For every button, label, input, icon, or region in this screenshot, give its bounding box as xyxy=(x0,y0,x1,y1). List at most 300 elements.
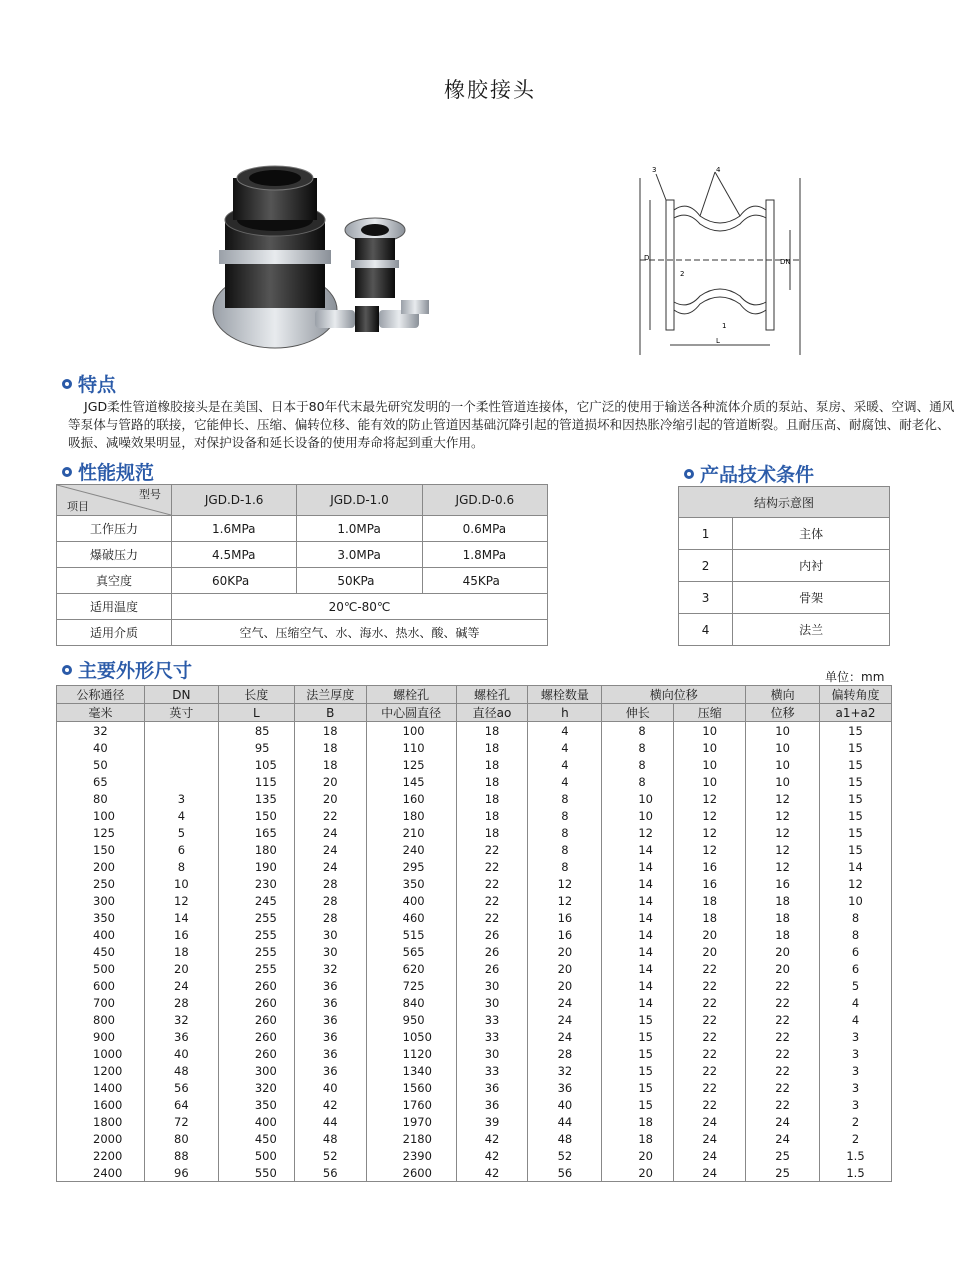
table-cell: 4 xyxy=(820,1011,892,1028)
table-cell: 8 xyxy=(820,909,892,926)
table-cell: 15 xyxy=(820,722,892,740)
table-cell: 80 xyxy=(57,790,145,807)
table-cell: 190 xyxy=(218,858,294,875)
table-cell: 22 xyxy=(456,892,528,909)
dimensions-heading-text: 主要外形尺寸 xyxy=(78,660,193,682)
table-cell: 52 xyxy=(294,1147,366,1164)
table-cell: 10 xyxy=(602,807,674,824)
table-cell: 主体 xyxy=(733,518,890,550)
performance-heading xyxy=(62,458,154,485)
table-cell: 1400 xyxy=(57,1079,145,1096)
table-cell: 25 xyxy=(746,1147,820,1164)
table-cell: 18 xyxy=(144,943,218,960)
table-cell: 24 xyxy=(746,1130,820,1147)
table-cell: 4 xyxy=(528,756,602,773)
table-row xyxy=(679,518,890,550)
table-cell: 40 xyxy=(294,1079,366,1096)
table-cell: 20 xyxy=(602,1164,674,1182)
header-cell: h xyxy=(528,704,602,722)
table-cell: 620 xyxy=(366,960,456,977)
table-cell: 22 xyxy=(674,1011,746,1028)
table-cell: 22 xyxy=(746,1079,820,1096)
section-bullet-icon xyxy=(62,467,72,477)
table-cell: 8 xyxy=(602,773,674,790)
table-cell: 450 xyxy=(218,1130,294,1147)
table-cell: 36 xyxy=(528,1079,602,1096)
table-row xyxy=(57,994,892,1011)
table-cell: 14 xyxy=(602,858,674,875)
features-heading xyxy=(62,370,116,397)
table-cell: 4 xyxy=(679,614,733,646)
table-cell: 36 xyxy=(294,1028,366,1045)
table-cell: 18 xyxy=(456,756,528,773)
table-cell: 1970 xyxy=(366,1113,456,1130)
diagram-label-4: 4 xyxy=(716,166,721,174)
table-cell: 100 xyxy=(57,807,145,824)
header-cell: 英寸 xyxy=(144,704,218,722)
table-cell: 22 xyxy=(456,858,528,875)
table-cell: 14 xyxy=(602,943,674,960)
table-cell: 96 xyxy=(144,1164,218,1182)
table-cell: 10 xyxy=(746,773,820,790)
table-cell: 1560 xyxy=(366,1079,456,1096)
table-cell: 56 xyxy=(144,1079,218,1096)
table-row xyxy=(57,858,892,875)
table-cell: 33 xyxy=(456,1062,528,1079)
table-cell: 36 xyxy=(294,977,366,994)
table-cell: 160 xyxy=(366,790,456,807)
row-label: 真空度 xyxy=(57,568,172,594)
table-cell: 12 xyxy=(820,875,892,892)
header-cell: 横向位移 xyxy=(602,686,746,704)
table-cell: 50KPa xyxy=(297,568,422,594)
table-cell: 3 xyxy=(820,1028,892,1045)
table-cell: 22 xyxy=(456,875,528,892)
table-cell: 1.5 xyxy=(820,1164,892,1182)
table-cell: 24 xyxy=(294,858,366,875)
table-cell: 12 xyxy=(746,807,820,824)
table-cell: 72 xyxy=(144,1113,218,1130)
table-cell: 15 xyxy=(602,1079,674,1096)
table-cell: 10 xyxy=(820,892,892,909)
row-label: 工作压力 xyxy=(57,516,172,542)
table-cell: 105 xyxy=(218,756,294,773)
table-cell: 2390 xyxy=(366,1147,456,1164)
table-row xyxy=(57,542,548,568)
table-cell: 8 xyxy=(528,841,602,858)
table-row xyxy=(679,614,890,646)
table-cell: 30 xyxy=(456,1045,528,1062)
table-cell: 80 xyxy=(144,1130,218,1147)
table-cell: 24 xyxy=(528,994,602,1011)
table-cell: 15 xyxy=(820,773,892,790)
header-cell: 偏转角度 xyxy=(820,686,892,704)
table-cell: 24 xyxy=(294,824,366,841)
table-cell: 450 xyxy=(57,943,145,960)
table-cell: 2180 xyxy=(366,1130,456,1147)
table-cell: 8 xyxy=(144,858,218,875)
table-cell: 42 xyxy=(456,1164,528,1182)
table-cell: 12 xyxy=(528,892,602,909)
table-cell: 22 xyxy=(674,1028,746,1045)
table-cell: 350 xyxy=(366,875,456,892)
table-cell: 12 xyxy=(746,858,820,875)
table-cell: 125 xyxy=(57,824,145,841)
table-row xyxy=(57,620,548,646)
table-cell xyxy=(144,773,218,790)
table-cell: 88 xyxy=(144,1147,218,1164)
diagram-label-D: D xyxy=(644,254,650,262)
table-cell: 22 xyxy=(674,977,746,994)
table-cell: 400 xyxy=(57,926,145,943)
row-label: 适用温度 xyxy=(57,594,172,620)
table-cell: 14 xyxy=(144,909,218,926)
table-cell: 16 xyxy=(674,875,746,892)
model-header: JGD.D-1.6 xyxy=(172,485,297,516)
table-cell: 2 xyxy=(679,550,733,582)
table-cell: 200 xyxy=(57,858,145,875)
section-bullet-icon xyxy=(684,469,694,479)
table-cell: 1.5 xyxy=(820,1147,892,1164)
table-row xyxy=(57,1113,892,1130)
table-cell: 14 xyxy=(820,858,892,875)
header-cell: 螺栓数量 xyxy=(528,686,602,704)
table-cell: 320 xyxy=(218,1079,294,1096)
table-cell: 12 xyxy=(674,807,746,824)
table-cell: 1800 xyxy=(57,1113,145,1130)
table-cell: 150 xyxy=(57,841,145,858)
table-row xyxy=(57,722,892,740)
table-row xyxy=(679,582,890,614)
table-cell: 1050 xyxy=(366,1028,456,1045)
table-cell: 骨架 xyxy=(733,582,890,614)
table-cell: 18 xyxy=(746,892,820,909)
table-cell: 42 xyxy=(456,1147,528,1164)
table-cell: 8 xyxy=(528,807,602,824)
table-cell: 255 xyxy=(218,960,294,977)
table-row xyxy=(57,1164,892,1182)
table-cell: 28 xyxy=(294,875,366,892)
table-cell: 10 xyxy=(602,790,674,807)
table-row xyxy=(57,807,892,824)
table-cell: 350 xyxy=(57,909,145,926)
header-cell: 螺栓孔 xyxy=(366,686,456,704)
table-cell xyxy=(144,739,218,756)
table-cell: 300 xyxy=(218,1062,294,1079)
table-cell: 40 xyxy=(528,1096,602,1113)
table-cell: 12 xyxy=(746,824,820,841)
table-cell: 5 xyxy=(820,977,892,994)
table-cell: 12 xyxy=(746,790,820,807)
table-cell: 18 xyxy=(456,807,528,824)
table-cell: 180 xyxy=(218,841,294,858)
table-cell: 30 xyxy=(294,926,366,943)
table-cell: 28 xyxy=(294,892,366,909)
table-row xyxy=(57,1096,892,1113)
table-cell: 22 xyxy=(746,1011,820,1028)
table-cell: 1600 xyxy=(57,1096,145,1113)
table-cell: 8 xyxy=(528,790,602,807)
table-row xyxy=(57,1011,892,1028)
table-cell: 24 xyxy=(144,977,218,994)
table-cell: 39 xyxy=(456,1113,528,1130)
table-cell: 28 xyxy=(294,909,366,926)
table-cell: 18 xyxy=(674,909,746,926)
table-cell: 16 xyxy=(528,926,602,943)
table-cell: 22 xyxy=(456,841,528,858)
page-title: 橡胶接头 xyxy=(444,78,536,102)
table-cell: 26 xyxy=(456,943,528,960)
table-cell: 12 xyxy=(674,841,746,858)
table-cell: 20 xyxy=(674,926,746,943)
table-cell: 3 xyxy=(820,1096,892,1113)
table-cell: 24 xyxy=(294,841,366,858)
table-row xyxy=(57,790,892,807)
table-cell: 10 xyxy=(674,756,746,773)
table-cell: 22 xyxy=(746,994,820,1011)
table-cell: 16 xyxy=(746,875,820,892)
table-row xyxy=(57,1028,892,1045)
table-cell: 255 xyxy=(218,943,294,960)
performance-heading-text: 性能规范 xyxy=(78,462,155,484)
table-row xyxy=(57,594,548,620)
table-cell: 14 xyxy=(602,909,674,926)
table-cell: 18 xyxy=(456,773,528,790)
header-cell: 中心圆直径 xyxy=(366,704,456,722)
table-cell: 24 xyxy=(674,1130,746,1147)
table-cell: 22 xyxy=(674,1096,746,1113)
table-cell: 15 xyxy=(602,1096,674,1113)
table-cell: 42 xyxy=(294,1096,366,1113)
table-row xyxy=(679,550,890,582)
table-cell: 460 xyxy=(366,909,456,926)
table-cell: 210 xyxy=(366,824,456,841)
table-cell: 18 xyxy=(746,926,820,943)
table-cell: 22 xyxy=(746,977,820,994)
table-cell: 12 xyxy=(602,824,674,841)
table-cell: 20 xyxy=(528,977,602,994)
table-cell: 3 xyxy=(820,1045,892,1062)
table-cell: 300 xyxy=(57,892,145,909)
table-cell: 18 xyxy=(456,722,528,740)
features-text: JGD柔性管道橡胶接头是在美国、日本于80年代末最先研究发明的一个柔性管道连接体，它广泛的使用于输送各种流体介质的泵站、泵房、采暖、空调、通风等泵体与管路的联接，它能伸长、压缩、偏转位移、能有效的防止管道因基础沉降引起的管道损坏和因热胀冷缩引起的管道断裂。且耐压高、耐腐蚀、耐老化、吸振、减噪效果明显，对保护设备和延长设备的使用寿命将起到重大作用。 xyxy=(68,399,955,450)
table-cell: 255 xyxy=(218,926,294,943)
table-cell: 20 xyxy=(602,1147,674,1164)
table-cell: 36 xyxy=(294,1045,366,1062)
table-cell: 18 xyxy=(294,722,366,740)
table-cell: 800 xyxy=(57,1011,145,1028)
table-cell: 22 xyxy=(456,909,528,926)
table-cell: 15 xyxy=(602,1062,674,1079)
table-cell: 1120 xyxy=(366,1045,456,1062)
table-row xyxy=(57,841,892,858)
header-cell: DN xyxy=(144,686,218,704)
table-row xyxy=(57,773,892,790)
header-cell: L xyxy=(218,704,294,722)
table-cell: 14 xyxy=(602,926,674,943)
table-cell: 8 xyxy=(602,739,674,756)
table-cell: 26 xyxy=(456,926,528,943)
table-row xyxy=(57,1079,892,1096)
table-cell: 22 xyxy=(294,807,366,824)
table-cell: 24 xyxy=(674,1164,746,1182)
table-cell: 20 xyxy=(674,943,746,960)
table-cell: 4 xyxy=(144,807,218,824)
table-cell: 18 xyxy=(456,824,528,841)
table-cell: 24 xyxy=(674,1113,746,1130)
header-cell: a1+a2 xyxy=(820,704,892,722)
table-row xyxy=(57,756,892,773)
table-cell: 240 xyxy=(366,841,456,858)
table-cell: 22 xyxy=(674,960,746,977)
table-cell: 18 xyxy=(746,909,820,926)
table-cell: 48 xyxy=(144,1062,218,1079)
table-cell: 18 xyxy=(294,756,366,773)
table-corner-cell xyxy=(57,485,172,516)
table-cell: 950 xyxy=(366,1011,456,1028)
table-cell: 165 xyxy=(218,824,294,841)
table-cell: 22 xyxy=(746,1062,820,1079)
table-cell: 900 xyxy=(57,1028,145,1045)
table-cell: 2600 xyxy=(366,1164,456,1182)
table-cell: 550 xyxy=(218,1164,294,1182)
table-cell: 14 xyxy=(602,875,674,892)
table-cell: 600 xyxy=(57,977,145,994)
table-cell: 1.8MPa xyxy=(422,542,547,568)
table-cell: 20 xyxy=(144,960,218,977)
table-cell: 10 xyxy=(674,722,746,740)
row-label: 爆破压力 xyxy=(57,542,172,568)
table-cell: 1.6MPa xyxy=(172,516,297,542)
table-cell: 2000 xyxy=(57,1130,145,1147)
table-cell: 135 xyxy=(218,790,294,807)
table-cell: 260 xyxy=(218,1011,294,1028)
table-cell: 6 xyxy=(820,960,892,977)
table-cell: 8 xyxy=(602,722,674,740)
conditions-header: 结构示意图 xyxy=(679,487,890,518)
table-cell: 15 xyxy=(820,739,892,756)
table-cell: 85 xyxy=(218,722,294,740)
table-cell: 42 xyxy=(456,1130,528,1147)
corner-item-label: 项目 xyxy=(67,500,89,513)
table-cell: 16 xyxy=(528,909,602,926)
table-cell: 1 xyxy=(679,518,733,550)
table-cell: 15 xyxy=(820,824,892,841)
table-cell: 20 xyxy=(528,960,602,977)
table-cell: 36 xyxy=(294,1062,366,1079)
table-cell: 36 xyxy=(144,1028,218,1045)
features-heading-text: 特点 xyxy=(78,374,117,396)
row-label: 适用介质 xyxy=(57,620,172,646)
table-cell: 295 xyxy=(366,858,456,875)
table-cell: 36 xyxy=(294,994,366,1011)
header-cell: 压缩 xyxy=(674,704,746,722)
table-row xyxy=(57,739,892,756)
table-cell: 24 xyxy=(746,1113,820,1130)
table-cell: 22 xyxy=(746,1096,820,1113)
table-cell: 145 xyxy=(366,773,456,790)
performance-table xyxy=(56,484,548,646)
table-cell: 32 xyxy=(57,722,145,740)
table-row xyxy=(57,892,892,909)
table-cell: 1000 xyxy=(57,1045,145,1062)
header-cell: 横向 xyxy=(746,686,820,704)
table-cell: 30 xyxy=(456,994,528,1011)
table-cell: 115 xyxy=(218,773,294,790)
table-cell: 500 xyxy=(218,1147,294,1164)
table-cell: 245 xyxy=(218,892,294,909)
table-cell: 14 xyxy=(602,960,674,977)
table-cell: 1200 xyxy=(57,1062,145,1079)
table-cell: 10 xyxy=(746,722,820,740)
table-cell: 33 xyxy=(456,1011,528,1028)
table-cell: 10 xyxy=(674,773,746,790)
diagram-label-2: 2 xyxy=(680,270,685,278)
table-cell: 法兰 xyxy=(733,614,890,646)
table-cell: 14 xyxy=(602,977,674,994)
table-row xyxy=(57,568,548,594)
diagram-label-L: L xyxy=(716,337,720,345)
table-cell: 10 xyxy=(746,739,820,756)
dimensions-heading xyxy=(62,656,192,683)
table-row xyxy=(57,977,892,994)
table-cell: 18 xyxy=(674,892,746,909)
dimensions-table xyxy=(56,685,892,1182)
table-cell: 10 xyxy=(746,756,820,773)
section-bullet-icon xyxy=(62,379,72,389)
table-cell: 18 xyxy=(456,739,528,756)
table-cell: 3 xyxy=(820,1062,892,1079)
table-cell: 28 xyxy=(144,994,218,1011)
table-cell: 18 xyxy=(294,739,366,756)
table-cell: 2400 xyxy=(57,1164,145,1182)
table-cell: 8 xyxy=(528,824,602,841)
table-cell: 12 xyxy=(674,790,746,807)
table-cell: 20 xyxy=(294,790,366,807)
table-cell: 1.0MPa xyxy=(297,516,422,542)
table-cell: 32 xyxy=(144,1011,218,1028)
table-cell: 260 xyxy=(218,1028,294,1045)
table-cell: 3 xyxy=(679,582,733,614)
table-cell: 18 xyxy=(602,1113,674,1130)
table-cell: 515 xyxy=(366,926,456,943)
table-cell: 2 xyxy=(820,1130,892,1147)
header-cell: 公称通径 xyxy=(57,686,145,704)
table-cell: 110 xyxy=(366,739,456,756)
table-cell: 95 xyxy=(218,739,294,756)
table-cell: 52 xyxy=(528,1147,602,1164)
table-cell: 56 xyxy=(528,1164,602,1182)
header-cell: 位移 xyxy=(746,704,820,722)
table-cell: 22 xyxy=(674,994,746,1011)
table-cell: 12 xyxy=(674,824,746,841)
table-cell: 28 xyxy=(528,1045,602,1062)
table-cell: 22 xyxy=(746,1045,820,1062)
table-cell: 350 xyxy=(218,1096,294,1113)
table-cell: 32 xyxy=(294,960,366,977)
table-cell: 15 xyxy=(820,807,892,824)
diagram-label-DN: DN xyxy=(780,258,791,266)
header-cell: 螺栓孔 xyxy=(456,686,528,704)
table-cell: 24 xyxy=(674,1147,746,1164)
table-cell: 15 xyxy=(820,841,892,858)
table-cell: 空气、压缩空气、水、海水、热水、酸、碱等 xyxy=(172,620,548,646)
table-cell: 4 xyxy=(528,773,602,790)
table-cell xyxy=(144,756,218,773)
header-cell: B xyxy=(294,704,366,722)
table-cell: 260 xyxy=(218,977,294,994)
table-cell: 180 xyxy=(366,807,456,824)
